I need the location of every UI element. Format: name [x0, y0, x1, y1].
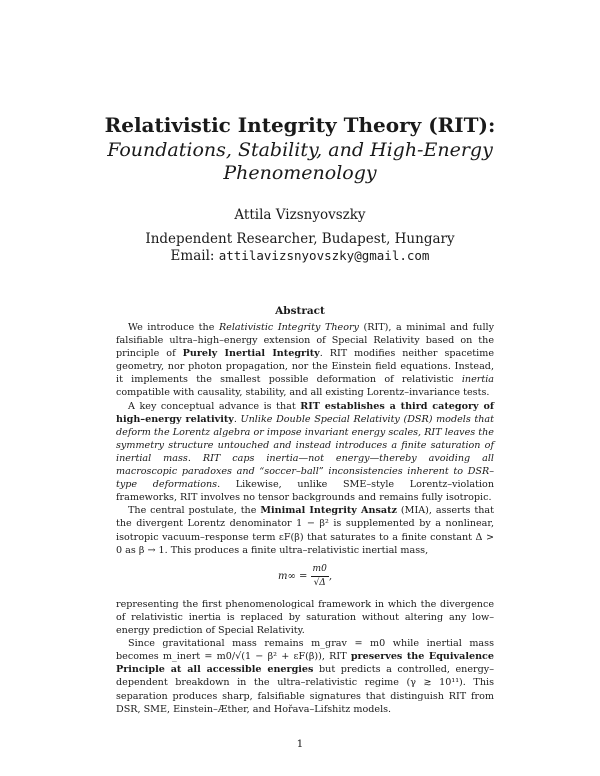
p1-text-f: inertia: [461, 374, 494, 386]
p2-text-a: A key conceptual advance is that: [128, 400, 301, 412]
p1-text-e: . RIT modifies neither spacetime geometry, nor photon propagation, nor the Einstein field equations. Instead, it implements the smallest possible deformation of relativistic: [116, 348, 495, 386]
p1-text-d: Purely Inertial Integrity: [182, 348, 320, 360]
p1-text-a: We introduce the: [128, 322, 219, 333]
email-label: Email:: [170, 248, 215, 264]
author-affiliation: Independent Researcher, Budapest, Hungary: [145, 231, 455, 247]
author-email-line: [0, 247, 600, 265]
page-number: 1: [296, 738, 304, 750]
inertial-mass-equation: [116, 563, 494, 590]
p2-text-c: .: [233, 413, 241, 425]
p5-text-c: but predicts a controlled, energy–dependent breakdown in the ultra–relativistic regime (γ ≳ 10¹¹). This separation produces sharp, falsifiable signatures that distinguish RIT from DSR, SME, Einstein–Æther, and Hořava–Lifshitz models.: [116, 664, 494, 715]
equation-tail: ,: [328, 570, 332, 582]
abstract-paragraph-5: [116, 637, 494, 716]
equation-denominator: √Δ: [313, 577, 326, 588]
paper-title-line-1: Relativistic Integrity Theory (RIT):: [104, 113, 496, 137]
abstract-heading: Abstract: [275, 305, 325, 317]
p1-text-g: compatible with causality, stability, and all existing Lorentz–invariance tests.: [116, 387, 490, 399]
abstract-paragraph-4: representing the first phenomenological framework in which the divergence of relativistic inertia is replaced by saturation without altering any low–energy prediction of Special Relativity.: [116, 598, 494, 637]
p3-text-c: (MIA), asserts that the divergent Lorentz denominator 1 − β² is supplemented by a nonlinear, isotropic vacuum–response term εF(β) that saturates to a finite constant Δ > 0 as β → 1. This produces a finite ultra–relativistic inertial mass,: [116, 505, 495, 556]
abstract-paragraph-3: [116, 504, 494, 556]
equation-fraction: [311, 563, 329, 590]
paper-title-line-2: Foundations, Stability, and High-Energy: [107, 139, 493, 161]
p3-text-a: The central postulate, the: [128, 505, 261, 517]
p3-text-b: Minimal Integrity Ansatz: [260, 505, 397, 517]
p2-text-d: Unlike Double Special Relativity (DSR) models that deform the Lorentz algebra or impose invariant energy scales, RIT leaves the symmetry structure untouched and instead introduces a finite saturation of inertial mass. RIT caps inertia—not energy—thereby avoiding all macroscopic paradoxes and “soccer–ball” inconsistencies inherent to DSR–type deformations.: [116, 413, 494, 491]
email-address[interactable]: attilavizsnyovszky@gmail.com: [218, 248, 430, 263]
abstract-paragraph-1: [116, 321, 494, 400]
abstract-paragraph-2: [116, 400, 494, 505]
author-name: Attila Vizsnyovszky: [234, 207, 366, 223]
equation-numerator: m0: [311, 563, 329, 577]
p5-text-a: Since gravitational mass remains m_grav = m0 while inertial mass becomes m_inert = m0/√(1 − β² + εF(β)), RIT: [116, 638, 494, 663]
p5-text-b: preserves the Equivalence Principle at all accessible energies: [116, 651, 494, 676]
paper-title-line-3: Phenomenology: [223, 162, 377, 184]
p2-text-b: RIT establishes a third category of high–energy relativity: [116, 400, 494, 425]
p1-text-c: (RIT), a minimal and fully falsifiable ultra–high–energy extension of Special Relativity based on the principle of: [116, 322, 495, 360]
equation-lhs: m∞ =: [277, 570, 308, 582]
p1-text-b: Relativistic Integrity Theory: [218, 322, 359, 333]
p2-text-e: Likewise, unlike SME–style Lorentz–violation frameworks, RIT involves no tensor backgrounds and remains fully isotropic.: [116, 479, 494, 504]
abstract-body: [116, 321, 494, 716]
